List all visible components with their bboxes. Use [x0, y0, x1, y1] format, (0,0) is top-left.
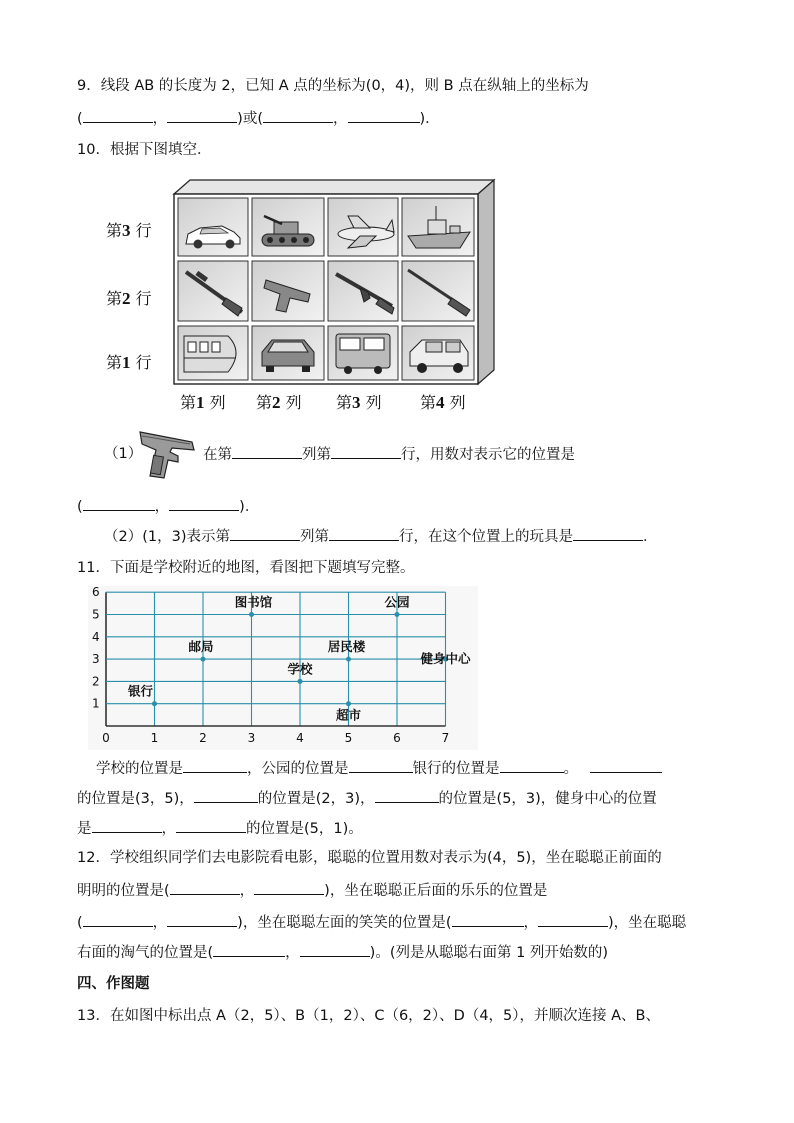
- answer-blank[interactable]: [169, 496, 239, 511]
- answer-blank[interactable]: [538, 912, 608, 927]
- answer-blank[interactable]: [213, 942, 285, 957]
- answer-blank[interactable]: [254, 880, 324, 895]
- place-label: 图书馆: [234, 594, 273, 610]
- answer-blank[interactable]: [194, 788, 258, 803]
- answer-blank[interactable]: [331, 444, 401, 459]
- x-tick-label: 4: [296, 731, 304, 745]
- place-label: 邮局: [188, 639, 214, 655]
- answer-blank[interactable]: [167, 912, 237, 927]
- x-tick-label: 1: [150, 731, 159, 745]
- x-tick-label: 2: [199, 731, 207, 745]
- place-dot: [152, 701, 157, 706]
- answer-blank[interactable]: [170, 880, 240, 895]
- x-tick-label: 3: [247, 731, 256, 745]
- q12-line4: 右面的淘气的位置是( ， )。(列是从聪聪右面第 1 列开始数的): [77, 942, 608, 963]
- bus-icon: [336, 334, 390, 374]
- y-tick-label: 1: [92, 696, 100, 711]
- col-label-2: 第2 列: [256, 393, 302, 412]
- answer-blank[interactable]: [83, 912, 153, 927]
- answer-blank[interactable]: [452, 912, 524, 927]
- q11-line2: 的位置是(3，5)， 的位置是(2，3)， 的位置是(5，3)，健身中心的位置: [77, 788, 657, 809]
- place-label: 学校: [287, 661, 313, 677]
- answer-blank[interactable]: [176, 818, 246, 833]
- section-heading: 四、作图题: [77, 976, 150, 992]
- q9-line2: ( ， )或( ， )．: [77, 108, 440, 129]
- place-label: 超市: [335, 707, 362, 723]
- place-dot: [346, 657, 351, 662]
- q12-line2: 明明的位置是( ， )，坐在聪聪正后面的乐乐的位置是: [77, 880, 547, 901]
- q12-line3: ( ， )，坐在聪聪左面的笑笑的位置是( ， )，坐在聪聪: [77, 912, 686, 933]
- place-dot: [346, 701, 351, 706]
- place-dot: [395, 612, 400, 617]
- answer-blank[interactable]: [348, 108, 420, 123]
- place-label: 银行: [127, 683, 154, 699]
- place-dot: [201, 657, 206, 662]
- q10-part1-number: （1）: [104, 446, 143, 462]
- q13-line1: 13．在如图中标出点 A（2，5）、B（1，2）、C（6，2）、D（4，5），并顺次连接 A、B、: [77, 1008, 660, 1024]
- q11-title: 11．下面是学校附近的地图，看图把下题填写完整。: [77, 560, 415, 576]
- answer-blank[interactable]: [83, 496, 155, 511]
- q9-line1: 9．线段 AB 的长度为 2，已知 A 点的坐标为(0，4)，则 B 点在纵轴上的坐标为: [77, 78, 589, 94]
- y-tick-label: 4: [92, 629, 100, 644]
- x-tick-label: 7: [441, 731, 450, 745]
- place-dot: [249, 612, 254, 617]
- answer-blank[interactable]: [300, 942, 370, 957]
- answer-blank[interactable]: [83, 108, 153, 123]
- col-label-3: 第3 列: [336, 393, 382, 412]
- y-tick-label: 2: [92, 674, 100, 689]
- answer-blank[interactable]: [263, 108, 333, 123]
- answer-blank[interactable]: [167, 108, 237, 123]
- q11-line3: 是 ， 的位置是(5，1)。: [77, 818, 363, 839]
- answer-blank[interactable]: [375, 788, 439, 803]
- train-icon: [184, 336, 236, 372]
- pistol-icon: [138, 426, 198, 482]
- place-label: 健身中心: [420, 651, 471, 667]
- place-dot: [298, 679, 303, 684]
- q10-part1-line: 在第 列第 行，用数对表示它的位置是: [203, 444, 575, 465]
- q12-line1: 12．学校组织同学们去电影院看电影，聪聪的位置用数对表示为(4，5)，坐在聪聪正前面的: [77, 850, 662, 866]
- y-tick-label: 3: [92, 652, 100, 667]
- toy-shelf: [170, 176, 496, 388]
- answer-blank[interactable]: [590, 758, 662, 773]
- row-label-3: 第3 行: [106, 221, 152, 240]
- answer-blank[interactable]: [183, 758, 247, 773]
- place-label: 公园: [384, 594, 410, 610]
- q10-part1-answer: ( ， )．: [77, 496, 259, 517]
- row-label-2: 第2 行: [106, 289, 152, 308]
- x-tick-label: 5: [344, 731, 353, 745]
- answer-blank[interactable]: [230, 526, 300, 541]
- x-tick-label: 0: [102, 731, 110, 745]
- answer-blank[interactable]: [92, 818, 162, 833]
- q11-line1: 学校的位置是 ，公园的位置是 银行的位置是 。: [96, 758, 662, 779]
- place-label: 居民楼: [327, 639, 366, 655]
- school-map: [88, 586, 478, 750]
- q10-title: 10．根据下图填空．: [77, 142, 212, 158]
- answer-blank[interactable]: [329, 526, 399, 541]
- q10-part2: （2）(1，3)表示第 列第 行，在这个位置上的玩具是 ．: [104, 526, 658, 547]
- y-tick-label: 5: [92, 607, 100, 622]
- col-label-1: 第1 列: [180, 393, 226, 412]
- y-tick-label: 6: [92, 586, 100, 600]
- answer-blank[interactable]: [573, 526, 643, 541]
- answer-blank[interactable]: [500, 758, 564, 773]
- answer-blank[interactable]: [349, 758, 413, 773]
- row-label-1: 第1 行: [106, 353, 152, 372]
- col-label-4: 第4 列: [420, 393, 466, 412]
- x-tick-label: 6: [393, 731, 401, 745]
- answer-blank[interactable]: [232, 444, 302, 459]
